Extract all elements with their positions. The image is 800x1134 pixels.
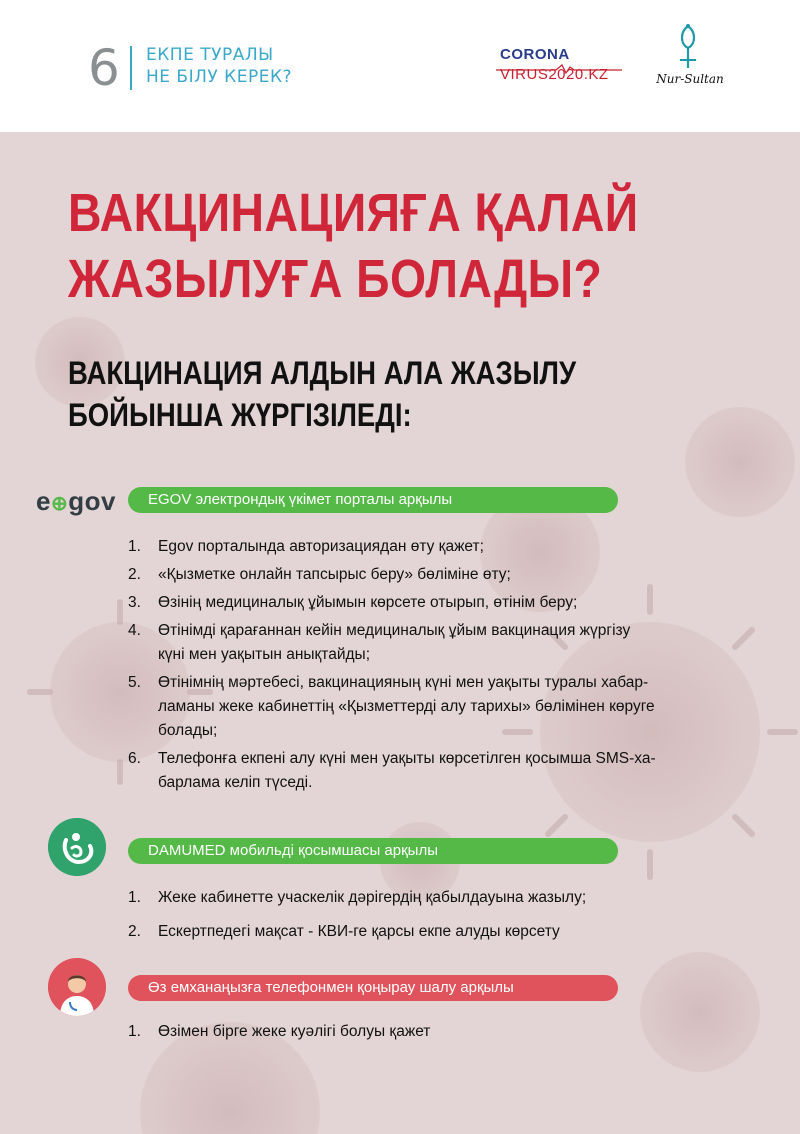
- section-phone-heading-text: Өз емханаңызға телефонмен қоңырау шалу арқылы: [148, 979, 514, 996]
- section-damumed-heading: [128, 838, 618, 864]
- damumed-logo-shape: [48, 818, 106, 876]
- doctor-icon: [48, 958, 106, 1016]
- header-divider: [130, 46, 132, 90]
- list-item: 4. Өтінімді қарағаннан кейін медициналық ұйым вакцинация жүргізу күні мен уақытын анықтайды;: [128, 622, 631, 663]
- section-egov-heading-text: EGOV электрондық үкімет порталы арқылы: [148, 491, 453, 508]
- page-number: 6: [88, 39, 120, 97]
- damumed-icon: [48, 818, 106, 876]
- page-header: [0, 0, 800, 132]
- section-damumed-heading-text: DAMUMED мобильді қосымшасы арқылы: [148, 842, 438, 859]
- corona-logo-bottom: VIRUS2020.KZ: [500, 66, 609, 83]
- list-item: 1. Жеке кабинетте учаскелік дәрігердің қабылдауына жазылу;: [128, 889, 587, 906]
- header-title-line1: ЕКПЕ ТУРАЛЫ: [146, 45, 274, 65]
- section-damumed-steps: [128, 886, 688, 948]
- list-item: 1. Egov порталында авторизациядан өту қажет;: [128, 538, 484, 555]
- section-egov-heading: [128, 487, 618, 513]
- page-subtitle-line1: ВАКЦИНАЦИЯ АЛДЫН АЛА ЖАЗЫЛУ: [68, 355, 577, 391]
- list-item: 2. «Қызметке онлайн тапсырыс беру» бөліміне өту;: [128, 566, 511, 583]
- baiterek-icon: [650, 22, 726, 72]
- page-subtitle-line2: БОЙЫНША ЖҮРГІЗІЛЕДІ:: [68, 397, 412, 433]
- list-item: 2. Ескертпедегі мақсат - КВИ-ге қарсы екпе алуды көрсету: [128, 923, 560, 940]
- coronavirus2020-logo: [496, 46, 626, 86]
- nursultan-logo-text: Nur-Sultan: [656, 72, 724, 86]
- page-title: [68, 180, 653, 312]
- section-phone-steps: [128, 1020, 688, 1048]
- corona-logo-top: CORONA: [500, 46, 570, 63]
- list-item: 6. Телефонға екпені алу күні мен уақыты көрсетілген қосымша SMS-ха- барлама келіп түседі.: [128, 750, 656, 791]
- section-egov-steps: [128, 535, 688, 799]
- header-title: [146, 44, 292, 88]
- page-subtitle: [68, 352, 576, 436]
- nursultan-logo: [650, 22, 726, 92]
- section-phone-heading: [128, 975, 618, 1001]
- header-title-line2: НЕ БІЛУ КЕРЕК?: [146, 67, 293, 87]
- page-title-line2: ЖАЗЫЛУҒА БОЛАДЫ?: [68, 249, 603, 309]
- doctor-illustration: [48, 958, 106, 1016]
- list-item: 1. Өзімен бірге жеке куәлігі болуы қажет: [128, 1023, 431, 1040]
- list-item: 3. Өзінің медициналық ұйымын көрсете отырып, өтінім беру;: [128, 594, 578, 611]
- egov-logo: e⊕gov: [36, 486, 116, 516]
- page-title-line1: ВАКЦИНАЦИЯҒА ҚАЛАЙ: [68, 183, 639, 243]
- list-item: 5. Өтінімнің мәртебесі, вакцинацияның күні мен уақыты туралы хабар- ламаны жеке кабинеттің «Қызметтерді алу тарихы» бөлімінен көруге болады;: [128, 674, 655, 739]
